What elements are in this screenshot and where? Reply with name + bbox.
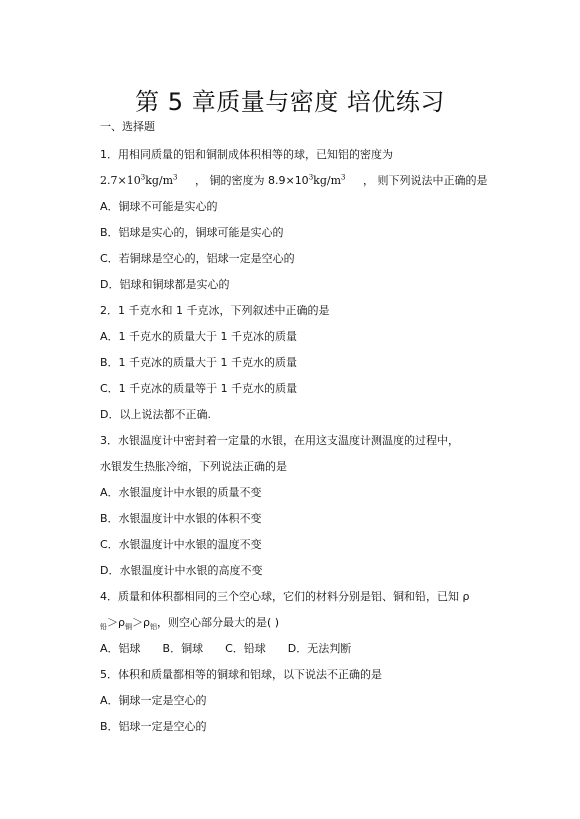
question-1-stem: 1．用相同质量的铝和铜制成体积相等的球，已知铝的密度为	[100, 148, 393, 161]
question-5-stem: 5．体积和质量都相等的铜球和铝球，以下说法不正确的是	[100, 668, 382, 681]
question-2-option-d: D．以上说法都不正确.	[100, 408, 211, 421]
question-2-option-a: A．1 千克水的质量大于 1 千克冰的质量	[100, 330, 298, 343]
question-4-option-c: C．铅球	[225, 642, 266, 655]
sub-copper: 铜	[124, 623, 132, 631]
sub-aluminum: 铝	[149, 623, 157, 631]
question-2-option-c: C．1 千克冰的质量等于 1 千克水的质量	[100, 382, 298, 395]
page-title: 第 5 章质量与密度 培优练习	[135, 88, 445, 116]
question-3-stem: 3．水银温度计中密封着一定量的水银，在用这支温度计测温度的过程中，	[100, 434, 459, 447]
section-heading: 一、选择题	[100, 120, 155, 133]
question-1-option-c: C．若铜球是空心的，铝球一定是空心的	[100, 252, 295, 265]
question-3-stem-cont: 水银发生热胀冷缩，下列说法正确的是	[100, 460, 287, 473]
question-1-option-a: A．铜球不可能是实心的	[100, 200, 218, 213]
sub-lead: 铅	[100, 623, 107, 631]
question-3-option-a: A．水银温度计中水银的质量不变	[100, 486, 262, 499]
question-2-option-b: B．1 千克冰的质量大于 1 千克水的质量	[100, 356, 298, 369]
question-3-option-c: C．水银温度计中水银的温度不变	[100, 538, 262, 551]
question-3-option-b: B．水银温度计中水银的体积不变	[100, 512, 262, 525]
question-4-option-a: A．铝球	[100, 642, 141, 655]
question-5-option-a: A．铜球一定是空心的	[100, 694, 207, 707]
question-4-option-d: D．无法判断	[287, 642, 352, 655]
question-1-option-b: B．铝球是实心的，铜球可能是实心的	[100, 226, 284, 239]
question-4-stem-cont: $_铅>\rho_铜>\rho_铝$，则空心部分最大的是( )	[100, 616, 280, 631]
question-1-stem-cont: $2.7\times 10^3kg/m^3$ ， 铜的密度为 $8.9\times 10^3kg/m^3$ ， 则下列说法中正确的是	[100, 173, 488, 187]
question-4-stem: 4．质量和体积都相同的三个空心球，它们的材料分别是铝、铜和铅，已知 ρ	[100, 590, 470, 603]
question-1-option-d: D．铝球和铜球都是实心的	[100, 278, 230, 291]
question-5-option-b: B．铝球一定是空心的	[100, 720, 207, 733]
question-2-stem: 2．1 千克水和 1 千克冰，下列叙述中正确的是	[100, 304, 330, 317]
question-3-option-d: D．水银温度计中水银的高度不变	[100, 564, 263, 577]
question-4-option-b: B．铜球	[162, 642, 204, 655]
question-4-options	[100, 642, 351, 656]
